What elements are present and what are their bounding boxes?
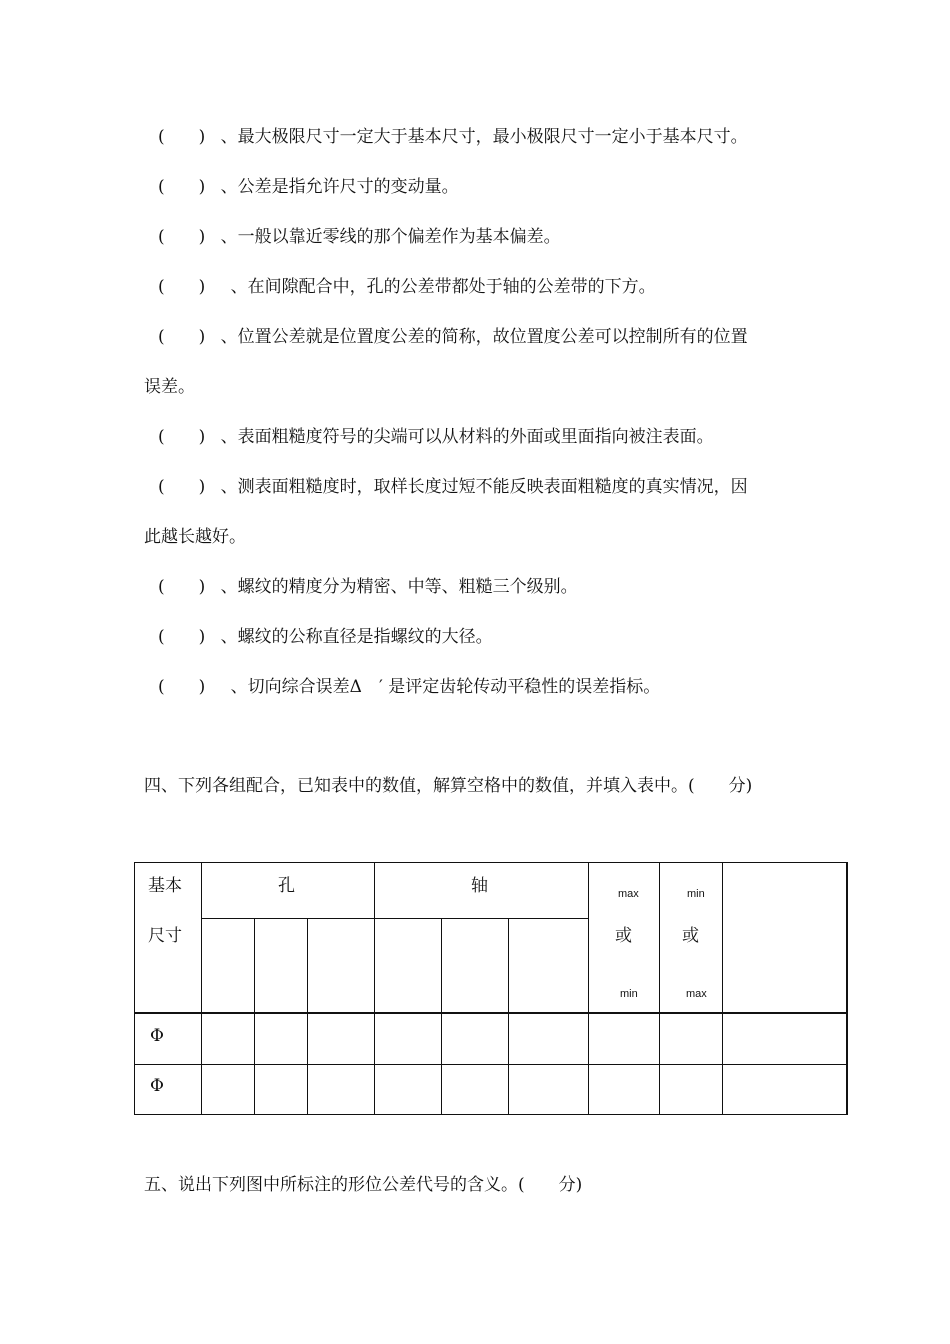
item-text: 、在间隙配合中，孔的公差带都处于轴的公差带的下方。	[230, 277, 656, 297]
col-line-7	[588, 862, 589, 1115]
col-line-8	[659, 862, 660, 1115]
judgement-item-5-continuation: 误差。	[144, 377, 195, 397]
fit-calculation-table	[134, 862, 848, 1115]
judgement-item-8	[158, 577, 578, 597]
header-min-top: min	[687, 888, 705, 900]
col-line-5	[441, 918, 442, 1115]
judgement-item-10	[158, 677, 660, 697]
table-border-left	[134, 862, 135, 1115]
header-basic-size-2: 尺寸	[148, 926, 182, 946]
judgement-item-2	[158, 177, 459, 197]
header-max-top: max	[618, 888, 639, 900]
header-bottom-line	[134, 1012, 848, 1014]
col-line-4	[374, 862, 375, 1115]
header-divider	[201, 918, 588, 919]
header-max-mid: 或	[615, 926, 632, 946]
judgement-item-6	[158, 427, 714, 447]
answer-paren[interactable]: ( )	[158, 327, 206, 347]
header-shaft: 轴	[471, 876, 488, 896]
col-line-6	[508, 918, 509, 1115]
row-divider	[134, 1064, 848, 1065]
item-text: 、测表面粗糙度时，取样长度过短不能反映表面粗糙度的真实情况，因	[220, 477, 748, 497]
header-max-bot: min	[620, 988, 638, 1000]
header-hole: 孔	[278, 876, 295, 896]
answer-paren[interactable]: ( )	[158, 177, 206, 197]
item-text: 、螺纹的公称直径是指螺纹的大径。	[220, 627, 493, 647]
col-line-2	[254, 918, 255, 1115]
item-text: 、位置公差就是位置度公差的简称，故位置度公差可以控制所有的位置	[220, 327, 748, 347]
item-text: 、螺纹的精度分为精密、中等、粗糙三个级别。	[220, 577, 578, 597]
answer-paren[interactable]: ( )	[158, 477, 206, 497]
judgement-item-3	[158, 227, 561, 247]
header-min-mid: 或	[682, 926, 699, 946]
answer-paren[interactable]: ( )	[158, 127, 206, 147]
answer-paren[interactable]: ( )	[158, 677, 206, 697]
header-min-bot: max	[686, 988, 707, 1000]
answer-paren[interactable]: ( )	[158, 277, 206, 297]
col-line-3	[307, 918, 308, 1115]
section5-title: 五、说出下列图中所标注的形位公差代号的含义。( 分)	[144, 1175, 583, 1195]
table-border-bottom	[134, 1114, 848, 1115]
item-text: 、公差是指允许尺寸的变动量。	[220, 177, 459, 197]
judgement-item-1	[158, 127, 748, 147]
answer-paren[interactable]: ( )	[158, 577, 206, 597]
item-text: 、切向综合误差Δ ′ 是评定齿轮传动平稳性的误差指标。	[230, 677, 661, 697]
table-border-top	[134, 862, 848, 863]
row-2-size: Φ	[150, 1076, 164, 1096]
table-border-right	[846, 862, 848, 1115]
item-text: 、最大极限尺寸一定大于基本尺寸，最小极限尺寸一定小于基本尺寸。	[220, 127, 748, 147]
answer-paren[interactable]: ( )	[158, 627, 206, 647]
judgement-item-7-continuation: 此越长越好。	[144, 527, 246, 547]
judgement-item-9	[158, 627, 493, 647]
item-text: 、表面粗糙度符号的尖端可以从材料的外面或里面指向被注表面。	[220, 427, 714, 447]
item-text: 、一般以靠近零线的那个偏差作为基本偏差。	[220, 227, 561, 247]
col-line-9	[722, 862, 723, 1115]
col-line-1	[201, 862, 202, 1115]
section4-title: 四、下列各组配合，已知表中的数值，解算空格中的数值，并填入表中。( 分)	[144, 776, 753, 796]
answer-paren[interactable]: ( )	[158, 227, 206, 247]
row-1-size: Φ	[150, 1026, 164, 1046]
answer-paren[interactable]: ( )	[158, 427, 206, 447]
header-basic-size-1: 基本	[148, 876, 182, 896]
judgement-item-4	[158, 277, 656, 297]
judgement-item-7	[158, 477, 748, 497]
judgement-item-5	[158, 327, 748, 347]
